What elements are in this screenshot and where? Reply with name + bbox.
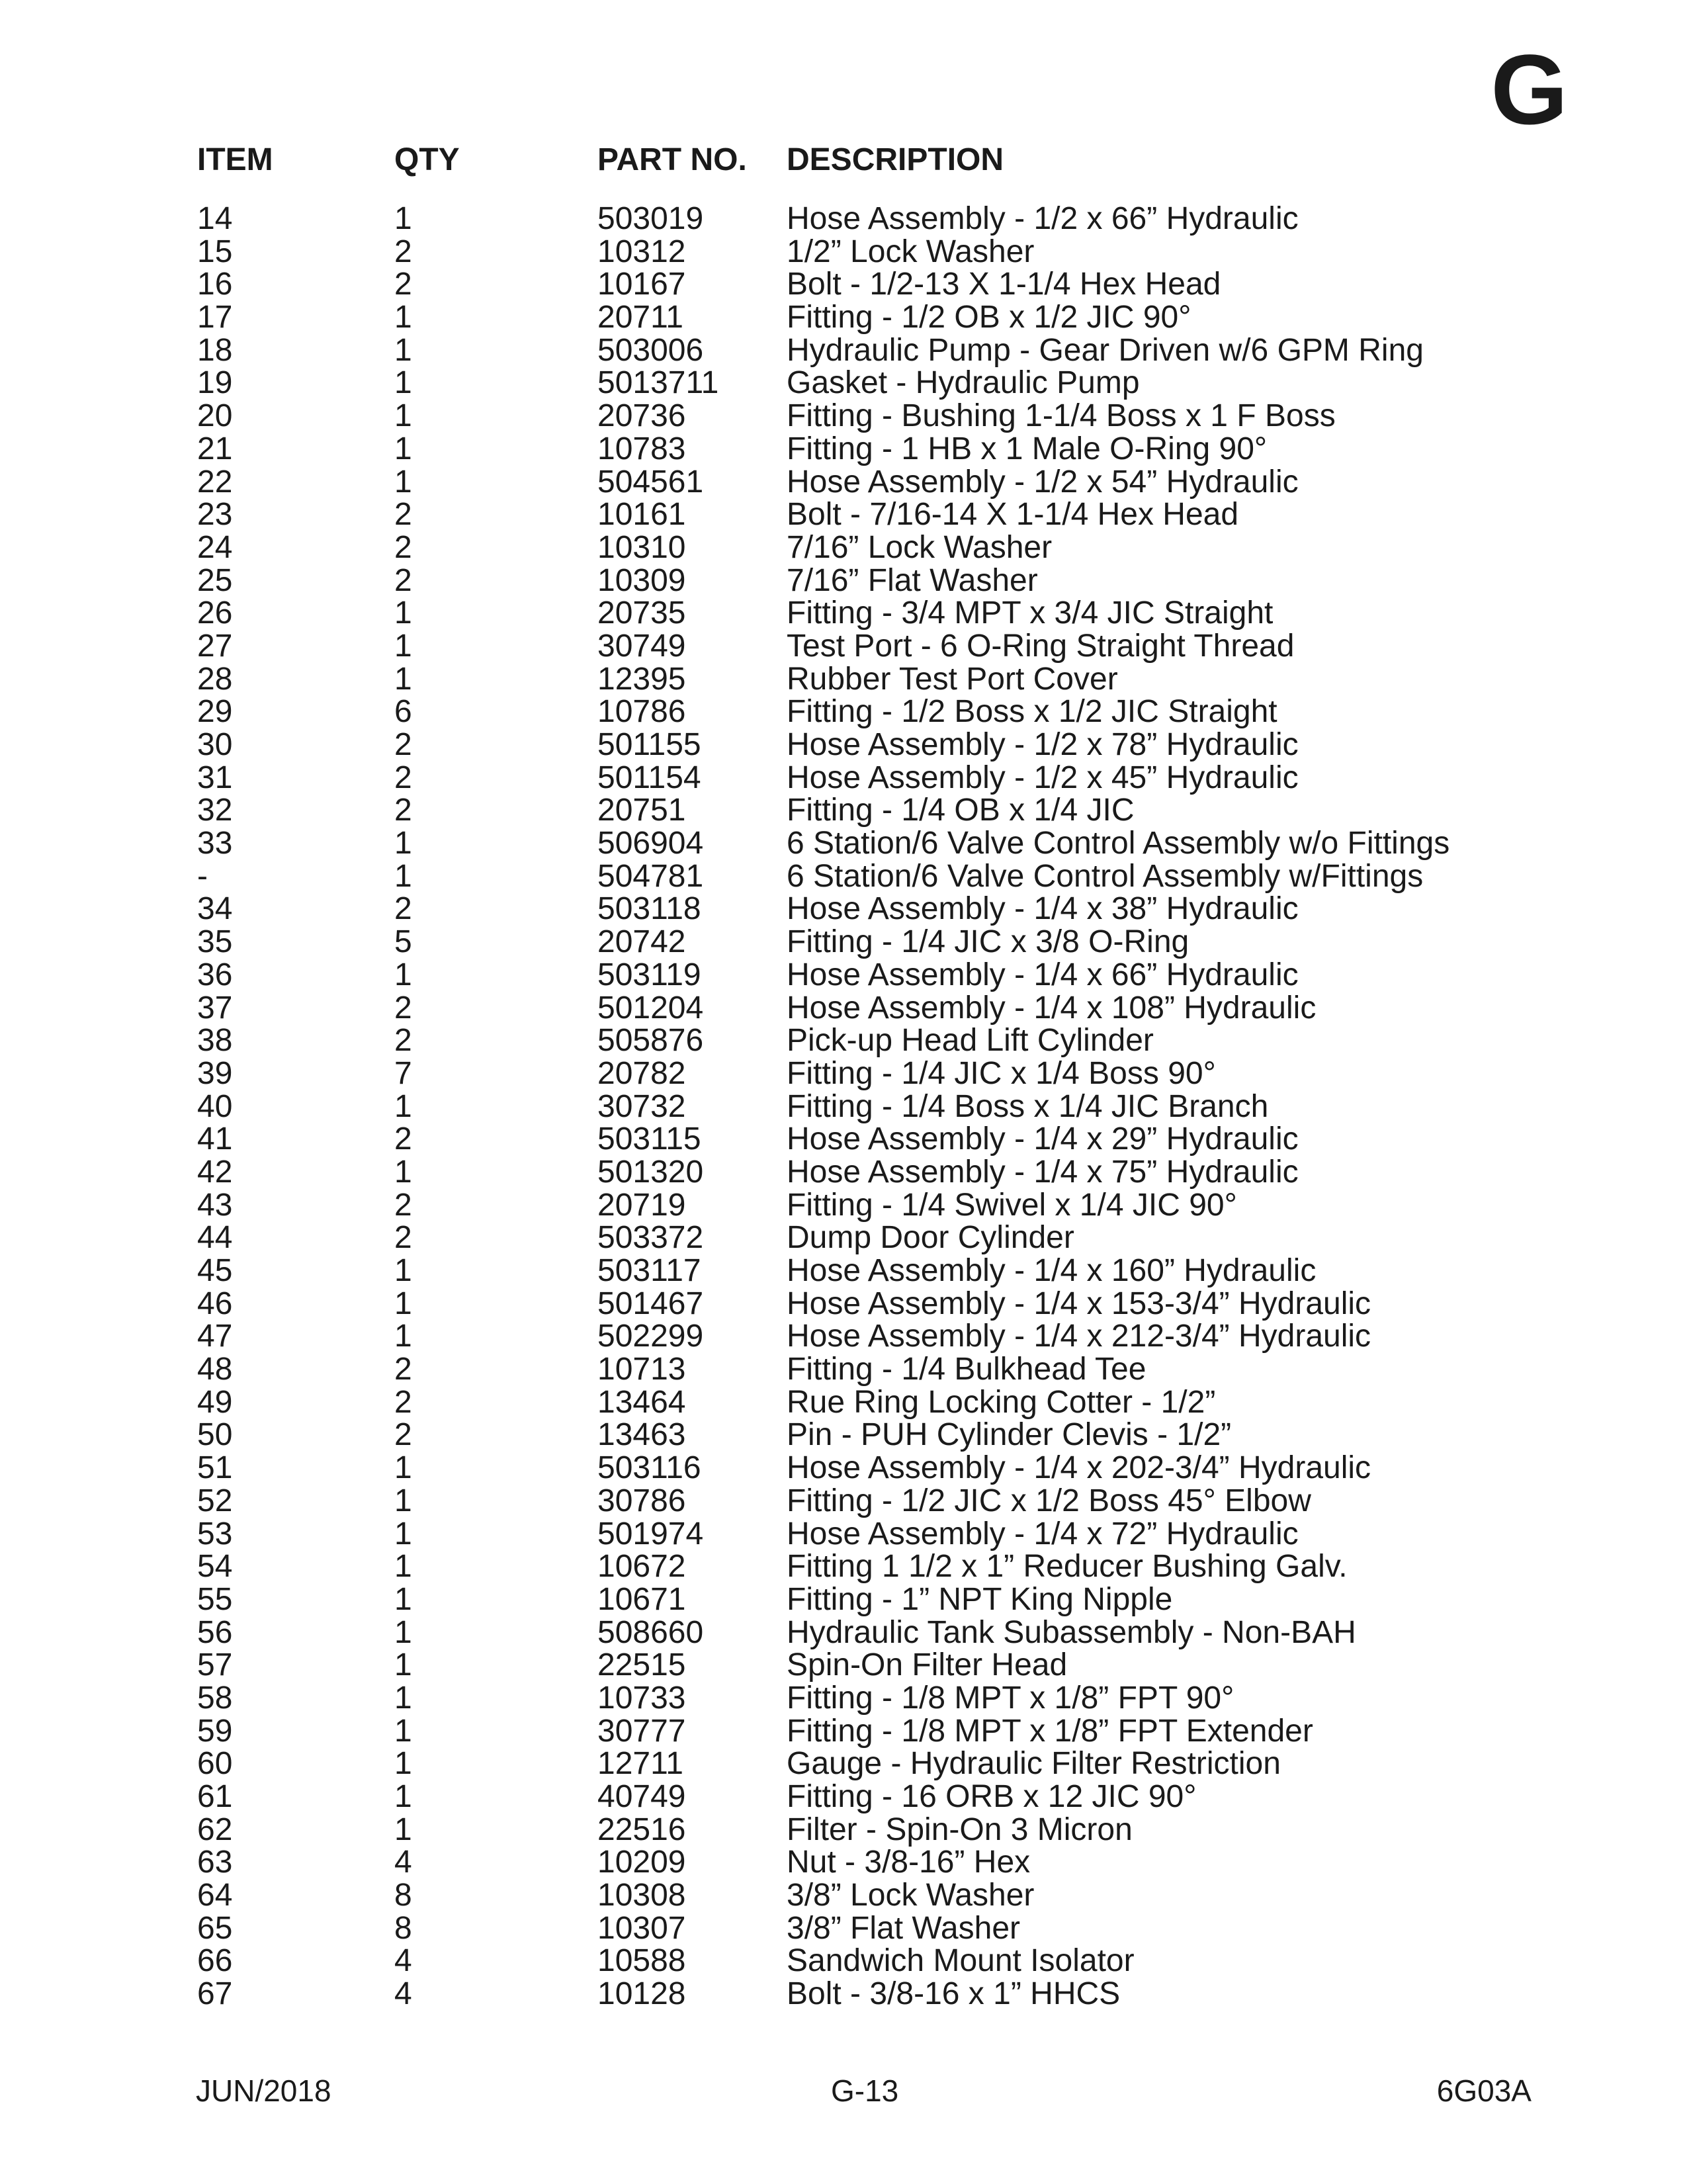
row-qty: 2 bbox=[394, 234, 412, 269]
row-item: 27 bbox=[197, 628, 233, 664]
row-item: 36 bbox=[197, 957, 233, 992]
row-item: 28 bbox=[197, 661, 233, 697]
table-row bbox=[197, 466, 1520, 499]
row-qty: 2 bbox=[394, 1121, 412, 1157]
row-description: Gauge - Hydraulic Filter Restriction bbox=[787, 1746, 1281, 1782]
table-row bbox=[197, 268, 1520, 301]
row-qty: 1 bbox=[394, 1450, 412, 1486]
row-item: 14 bbox=[197, 201, 233, 236]
row-qty: 1 bbox=[394, 957, 412, 992]
table-row bbox=[197, 1550, 1520, 1583]
row-qty: 1 bbox=[394, 1713, 412, 1749]
row-item: 64 bbox=[197, 1878, 233, 1913]
row-description: Hose Assembly - 1/2 x 45” Hydraulic bbox=[787, 760, 1299, 795]
row-qty: 1 bbox=[394, 1516, 412, 1551]
table-row bbox=[197, 1978, 1520, 2011]
row-qty: 2 bbox=[394, 1417, 412, 1453]
row-item: 21 bbox=[197, 431, 233, 466]
row-qty: 1 bbox=[394, 365, 412, 401]
row-part-no: 10307 bbox=[597, 1910, 686, 1946]
row-item: 24 bbox=[197, 529, 233, 565]
row-item: 45 bbox=[197, 1253, 233, 1288]
row-item: 51 bbox=[197, 1450, 233, 1486]
row-item: 60 bbox=[197, 1746, 233, 1782]
row-part-no: 30777 bbox=[597, 1713, 686, 1749]
row-part-no: 20751 bbox=[597, 793, 686, 828]
table-row bbox=[197, 1944, 1520, 1978]
row-part-no: 10733 bbox=[597, 1680, 686, 1716]
row-part-no: 20719 bbox=[597, 1187, 686, 1223]
table-row bbox=[197, 1254, 1520, 1288]
row-item: 41 bbox=[197, 1121, 233, 1157]
row-item: 48 bbox=[197, 1352, 233, 1387]
table-row bbox=[197, 1221, 1520, 1254]
row-description: Sandwich Mount Isolator bbox=[787, 1943, 1135, 1979]
table-row bbox=[197, 1353, 1520, 1386]
row-qty: 5 bbox=[394, 924, 412, 960]
table-row bbox=[197, 762, 1520, 795]
row-description: Fitting - 3/4 MPT x 3/4 JIC Straight bbox=[787, 595, 1274, 631]
row-part-no: 10310 bbox=[597, 529, 686, 565]
row-item: 35 bbox=[197, 924, 233, 960]
row-description: Hose Assembly - 1/4 x 160” Hydraulic bbox=[787, 1253, 1317, 1288]
row-qty: 6 bbox=[394, 694, 412, 730]
row-description: Fitting - 1/8 MPT x 1/8” FPT 90° bbox=[787, 1680, 1234, 1716]
table-row bbox=[197, 1288, 1520, 1321]
row-part-no: 501974 bbox=[597, 1516, 704, 1551]
row-description: Rue Ring Locking Cotter - 1/2” bbox=[787, 1384, 1216, 1420]
table-row bbox=[197, 1715, 1520, 1748]
row-item: 59 bbox=[197, 1713, 233, 1749]
table-row bbox=[197, 1485, 1520, 1518]
table-row bbox=[197, 1649, 1520, 1682]
row-qty: 2 bbox=[394, 529, 412, 565]
row-part-no: 10713 bbox=[597, 1352, 686, 1387]
row-part-no: 506904 bbox=[597, 826, 704, 861]
row-description: 6 Station/6 Valve Control Assembly w/o Fittings bbox=[787, 826, 1450, 861]
row-qty: 2 bbox=[394, 562, 412, 598]
row-item: 55 bbox=[197, 1581, 233, 1617]
row-description: 7/16” Lock Washer bbox=[787, 529, 1053, 565]
row-description: Hose Assembly - 1/2 x 66” Hydraulic bbox=[787, 201, 1299, 236]
row-description: Hydraulic Pump - Gear Driven w/6 GPM Ring bbox=[787, 332, 1424, 368]
row-item: 63 bbox=[197, 1845, 233, 1880]
row-qty: 1 bbox=[394, 1319, 412, 1354]
table-row bbox=[197, 1912, 1520, 1945]
row-qty: 1 bbox=[394, 1483, 412, 1518]
row-qty: 2 bbox=[394, 1220, 412, 1256]
table-row bbox=[197, 1156, 1520, 1189]
row-description: Fitting 1 1/2 x 1” Reducer Bushing Galv. bbox=[787, 1549, 1348, 1585]
table-row bbox=[197, 1813, 1520, 1847]
table-row bbox=[197, 400, 1520, 433]
row-description: Fitting - 1/4 JIC x 1/4 Boss 90° bbox=[787, 1055, 1216, 1091]
table-row bbox=[197, 1419, 1520, 1452]
row-item: 38 bbox=[197, 1023, 233, 1059]
table-row bbox=[197, 827, 1520, 860]
row-description: Pick-up Head Lift Cylinder bbox=[787, 1023, 1154, 1059]
row-item: 42 bbox=[197, 1154, 233, 1190]
row-description: 6 Station/6 Valve Control Assembly w/Fittings bbox=[787, 858, 1424, 894]
table-row bbox=[197, 334, 1520, 367]
row-item: 61 bbox=[197, 1779, 233, 1814]
table-row bbox=[197, 893, 1520, 926]
row-item: 58 bbox=[197, 1680, 233, 1716]
row-item: 43 bbox=[197, 1187, 233, 1223]
row-part-no: 505876 bbox=[597, 1023, 704, 1059]
row-description: Hose Assembly - 1/2 x 78” Hydraulic bbox=[787, 727, 1299, 762]
table-row bbox=[197, 1682, 1520, 1715]
row-item: 67 bbox=[197, 1976, 233, 2012]
row-item: 47 bbox=[197, 1319, 233, 1354]
row-part-no: 20711 bbox=[597, 300, 683, 335]
row-description: Rubber Test Port Cover bbox=[787, 661, 1118, 697]
table-row bbox=[197, 1123, 1520, 1156]
footer-document-code: 6G03A bbox=[1436, 2074, 1532, 2108]
row-qty: 1 bbox=[394, 1647, 412, 1683]
row-item: 49 bbox=[197, 1384, 233, 1420]
row-qty: 1 bbox=[394, 1088, 412, 1124]
row-part-no: 22515 bbox=[597, 1647, 686, 1683]
row-description: Bolt - 1/2-13 X 1-1/4 Hex Head bbox=[787, 267, 1221, 302]
table-row bbox=[197, 1320, 1520, 1353]
row-qty: 1 bbox=[394, 300, 412, 335]
row-qty: 4 bbox=[394, 1943, 412, 1979]
row-qty: 1 bbox=[394, 1614, 412, 1650]
row-part-no: 20736 bbox=[597, 398, 686, 434]
row-description: Fitting - 1/2 OB x 1/2 JIC 90° bbox=[787, 300, 1191, 335]
row-item: 30 bbox=[197, 727, 233, 762]
row-part-no: 22516 bbox=[597, 1812, 686, 1847]
row-description: Hose Assembly - 1/4 x 212-3/4” Hydraulic bbox=[787, 1319, 1371, 1354]
row-part-no: 503117 bbox=[597, 1253, 701, 1288]
row-qty: 2 bbox=[394, 497, 412, 533]
row-part-no: 10161 bbox=[597, 497, 686, 533]
row-item: 23 bbox=[197, 497, 233, 533]
row-item: 17 bbox=[197, 300, 233, 335]
header-description: DESCRIPTION bbox=[787, 142, 1004, 177]
row-item: 26 bbox=[197, 595, 233, 631]
table-row bbox=[197, 663, 1520, 696]
row-part-no: 503116 bbox=[597, 1450, 701, 1486]
row-description: 7/16” Flat Washer bbox=[787, 562, 1038, 598]
table-row bbox=[197, 202, 1520, 236]
table-row bbox=[197, 1090, 1520, 1123]
row-qty: 1 bbox=[394, 1779, 412, 1814]
table-row bbox=[197, 630, 1520, 663]
row-part-no: 10312 bbox=[597, 234, 686, 269]
row-description: Hose Assembly - 1/4 x 202-3/4” Hydraulic bbox=[787, 1450, 1371, 1486]
row-description: Fitting - 1/4 Boss x 1/4 JIC Branch bbox=[787, 1088, 1269, 1124]
row-part-no: 508660 bbox=[597, 1614, 704, 1650]
table-row bbox=[197, 1189, 1520, 1222]
row-description: Bolt - 7/16-14 X 1-1/4 Hex Head bbox=[787, 497, 1239, 533]
table-row bbox=[197, 926, 1520, 959]
row-part-no: 503115 bbox=[597, 1121, 701, 1157]
row-part-no: 30732 bbox=[597, 1088, 686, 1124]
row-qty: 4 bbox=[394, 1976, 412, 2012]
row-item: 65 bbox=[197, 1910, 233, 1946]
row-item: 57 bbox=[197, 1647, 233, 1683]
row-item: 62 bbox=[197, 1812, 233, 1847]
row-qty: 1 bbox=[394, 1746, 412, 1782]
table-row bbox=[197, 531, 1520, 564]
row-qty: 1 bbox=[394, 398, 412, 434]
row-item: - bbox=[197, 858, 208, 894]
row-description: Filter - Spin-On 3 Micron bbox=[787, 1812, 1133, 1847]
row-item: 54 bbox=[197, 1549, 233, 1585]
row-item: 46 bbox=[197, 1286, 233, 1321]
footer-date: JUN/2018 bbox=[196, 2074, 331, 2108]
row-description: Spin-On Filter Head bbox=[787, 1647, 1068, 1683]
row-item: 29 bbox=[197, 694, 233, 730]
row-part-no: 503372 bbox=[597, 1220, 704, 1256]
row-qty: 1 bbox=[394, 858, 412, 894]
row-item: 39 bbox=[197, 1055, 233, 1091]
table-header bbox=[197, 140, 1520, 180]
row-item: 56 bbox=[197, 1614, 233, 1650]
row-item: 22 bbox=[197, 464, 233, 500]
row-qty: 1 bbox=[394, 1581, 412, 1617]
table-row bbox=[197, 860, 1520, 893]
row-part-no: 501204 bbox=[597, 990, 704, 1026]
row-qty: 2 bbox=[394, 727, 412, 762]
table-row bbox=[197, 1518, 1520, 1551]
row-part-no: 10209 bbox=[597, 1845, 686, 1880]
row-qty: 7 bbox=[394, 1055, 412, 1091]
row-part-no: 502299 bbox=[597, 1319, 704, 1354]
row-qty: 2 bbox=[394, 990, 412, 1026]
row-item: 31 bbox=[197, 760, 233, 795]
row-part-no: 10167 bbox=[597, 267, 686, 302]
row-description: Nut - 3/8-16” Hex bbox=[787, 1845, 1031, 1880]
row-item: 19 bbox=[197, 365, 233, 401]
row-qty: 2 bbox=[394, 1023, 412, 1059]
row-part-no: 30786 bbox=[597, 1483, 686, 1518]
row-description: Hose Assembly - 1/4 x 66” Hydraulic bbox=[787, 957, 1299, 992]
row-part-no: 30749 bbox=[597, 628, 686, 664]
row-qty: 2 bbox=[394, 1187, 412, 1223]
row-description: Hose Assembly - 1/4 x 75” Hydraulic bbox=[787, 1154, 1299, 1190]
row-item: 34 bbox=[197, 891, 233, 927]
row-part-no: 10783 bbox=[597, 431, 686, 466]
table-row bbox=[197, 498, 1520, 531]
table-row bbox=[197, 992, 1520, 1025]
row-part-no: 5013711 bbox=[597, 365, 719, 401]
row-description: Fitting - 1” NPT King Nipple bbox=[787, 1581, 1173, 1617]
header-qty: QTY bbox=[394, 142, 460, 177]
row-item: 32 bbox=[197, 793, 233, 828]
table-row bbox=[197, 597, 1520, 630]
row-description: 3/8” Flat Washer bbox=[787, 1910, 1020, 1946]
row-description: Dump Door Cylinder bbox=[787, 1220, 1074, 1256]
row-description: Hose Assembly - 1/4 x 38” Hydraulic bbox=[787, 891, 1299, 927]
row-description: Hydraulic Tank Subassembly - Non-BAH bbox=[787, 1614, 1356, 1650]
row-description: Fitting - Bushing 1-1/4 Boss x 1 F Boss bbox=[787, 398, 1336, 434]
table-row bbox=[197, 301, 1520, 334]
row-part-no: 40749 bbox=[597, 1779, 686, 1814]
row-part-no: 10786 bbox=[597, 694, 686, 730]
row-qty: 1 bbox=[394, 1680, 412, 1716]
table-row bbox=[197, 1583, 1520, 1616]
row-part-no: 501467 bbox=[597, 1286, 704, 1321]
row-part-no: 13463 bbox=[597, 1417, 686, 1453]
row-part-no: 10128 bbox=[597, 1976, 686, 2012]
row-qty: 2 bbox=[394, 1384, 412, 1420]
table-body bbox=[197, 202, 1520, 2011]
row-qty: 1 bbox=[394, 201, 412, 236]
row-qty: 2 bbox=[394, 1352, 412, 1387]
row-qty: 1 bbox=[394, 1253, 412, 1288]
row-part-no: 12711 bbox=[597, 1746, 683, 1782]
table-row bbox=[197, 1747, 1520, 1780]
table-row bbox=[197, 433, 1520, 466]
row-description: Fitting - 1/4 OB x 1/4 JIC bbox=[787, 793, 1135, 828]
row-item: 66 bbox=[197, 1943, 233, 1979]
table-row bbox=[197, 367, 1520, 400]
row-description: 1/2” Lock Washer bbox=[787, 234, 1035, 269]
row-part-no: 503006 bbox=[597, 332, 704, 368]
row-description: Fitting - 1/4 Bulkhead Tee bbox=[787, 1352, 1146, 1387]
row-description: Fitting - 1/2 JIC x 1/2 Boss 45° Elbow bbox=[787, 1483, 1311, 1518]
table-row bbox=[197, 1879, 1520, 1912]
table-row bbox=[197, 1024, 1520, 1057]
table-row bbox=[197, 1386, 1520, 1419]
row-part-no: 20735 bbox=[597, 595, 686, 631]
row-description: Pin - PUH Cylinder Clevis - 1/2” bbox=[787, 1417, 1232, 1453]
row-part-no: 10308 bbox=[597, 1878, 686, 1913]
row-item: 40 bbox=[197, 1088, 233, 1124]
row-description: Fitting - 1/2 Boss x 1/2 JIC Straight bbox=[787, 694, 1277, 730]
table-row bbox=[197, 1452, 1520, 1485]
row-description: Hose Assembly - 1/4 x 108” Hydraulic bbox=[787, 990, 1317, 1026]
row-qty: 1 bbox=[394, 431, 412, 466]
row-item: 33 bbox=[197, 826, 233, 861]
row-qty: 1 bbox=[394, 464, 412, 500]
row-qty: 1 bbox=[394, 1549, 412, 1585]
row-part-no: 10671 bbox=[597, 1581, 686, 1617]
row-item: 50 bbox=[197, 1417, 233, 1453]
row-qty: 2 bbox=[394, 891, 412, 927]
row-qty: 1 bbox=[394, 661, 412, 697]
row-qty: 1 bbox=[394, 332, 412, 368]
row-item: 44 bbox=[197, 1220, 233, 1256]
row-item: 53 bbox=[197, 1516, 233, 1551]
row-item: 25 bbox=[197, 562, 233, 598]
row-item: 15 bbox=[197, 234, 233, 269]
row-description: 3/8” Lock Washer bbox=[787, 1878, 1035, 1913]
row-part-no: 501155 bbox=[597, 727, 701, 762]
table-row bbox=[197, 1780, 1520, 1813]
table-row bbox=[197, 959, 1520, 992]
row-qty: 2 bbox=[394, 793, 412, 828]
table-row bbox=[197, 1057, 1520, 1090]
row-part-no: 10309 bbox=[597, 562, 686, 598]
header-item: ITEM bbox=[197, 142, 273, 177]
row-qty: 1 bbox=[394, 1154, 412, 1190]
row-part-no: 501154 bbox=[597, 760, 701, 795]
header-part-no: PART NO. bbox=[597, 142, 747, 177]
row-item: 37 bbox=[197, 990, 233, 1026]
table-row bbox=[197, 1846, 1520, 1879]
row-description: Gasket - Hydraulic Pump bbox=[787, 365, 1140, 401]
row-item: 16 bbox=[197, 267, 233, 302]
table-row bbox=[197, 794, 1520, 827]
row-item: 18 bbox=[197, 332, 233, 368]
row-qty: 1 bbox=[394, 826, 412, 861]
row-qty: 2 bbox=[394, 267, 412, 302]
row-description: Hose Assembly - 1/4 x 29” Hydraulic bbox=[787, 1121, 1299, 1157]
row-qty: 8 bbox=[394, 1878, 412, 1913]
row-description: Fitting - 1/8 MPT x 1/8” FPT Extender bbox=[787, 1713, 1313, 1749]
row-qty: 8 bbox=[394, 1910, 412, 1946]
row-description: Test Port - 6 O-Ring Straight Thread bbox=[787, 628, 1295, 664]
row-item: 52 bbox=[197, 1483, 233, 1518]
row-qty: 1 bbox=[394, 628, 412, 664]
row-description: Hose Assembly - 1/4 x 153-3/4” Hydraulic bbox=[787, 1286, 1371, 1321]
row-part-no: 503119 bbox=[597, 957, 701, 992]
row-item: 20 bbox=[197, 398, 233, 434]
row-description: Hose Assembly - 1/2 x 54” Hydraulic bbox=[787, 464, 1299, 500]
row-description: Fitting - 1/4 JIC x 3/8 O-Ring bbox=[787, 924, 1190, 960]
row-qty: 2 bbox=[394, 760, 412, 795]
row-part-no: 13464 bbox=[597, 1384, 686, 1420]
row-qty: 1 bbox=[394, 1286, 412, 1321]
row-part-no: 501320 bbox=[597, 1154, 704, 1190]
table-row bbox=[197, 1616, 1520, 1649]
row-qty: 1 bbox=[394, 1812, 412, 1847]
parts-table bbox=[197, 140, 1520, 2011]
table-row bbox=[197, 695, 1520, 728]
section-letter: G bbox=[1491, 34, 1568, 145]
row-part-no: 20782 bbox=[597, 1055, 686, 1091]
row-description: Fitting - 16 ORB x 12 JIC 90° bbox=[787, 1779, 1197, 1814]
row-part-no: 12395 bbox=[597, 661, 686, 697]
table-row bbox=[197, 728, 1520, 762]
table-row bbox=[197, 236, 1520, 269]
table-row bbox=[197, 564, 1520, 597]
row-part-no: 10588 bbox=[597, 1943, 686, 1979]
row-part-no: 503019 bbox=[597, 201, 704, 236]
row-part-no: 503118 bbox=[597, 891, 701, 927]
row-description: Hose Assembly - 1/4 x 72” Hydraulic bbox=[787, 1516, 1299, 1551]
row-qty: 4 bbox=[394, 1845, 412, 1880]
row-qty: 1 bbox=[394, 595, 412, 631]
row-part-no: 504781 bbox=[597, 858, 704, 894]
row-description: Fitting - 1/4 Swivel x 1/4 JIC 90° bbox=[787, 1187, 1237, 1223]
row-part-no: 20742 bbox=[597, 924, 686, 960]
row-description: Fitting - 1 HB x 1 Male O-Ring 90° bbox=[787, 431, 1268, 466]
footer-page-number: G-13 bbox=[831, 2074, 899, 2108]
row-part-no: 10672 bbox=[597, 1549, 686, 1585]
row-description: Bolt - 3/8-16 x 1” HHCS bbox=[787, 1976, 1121, 2012]
row-part-no: 504561 bbox=[597, 464, 704, 500]
